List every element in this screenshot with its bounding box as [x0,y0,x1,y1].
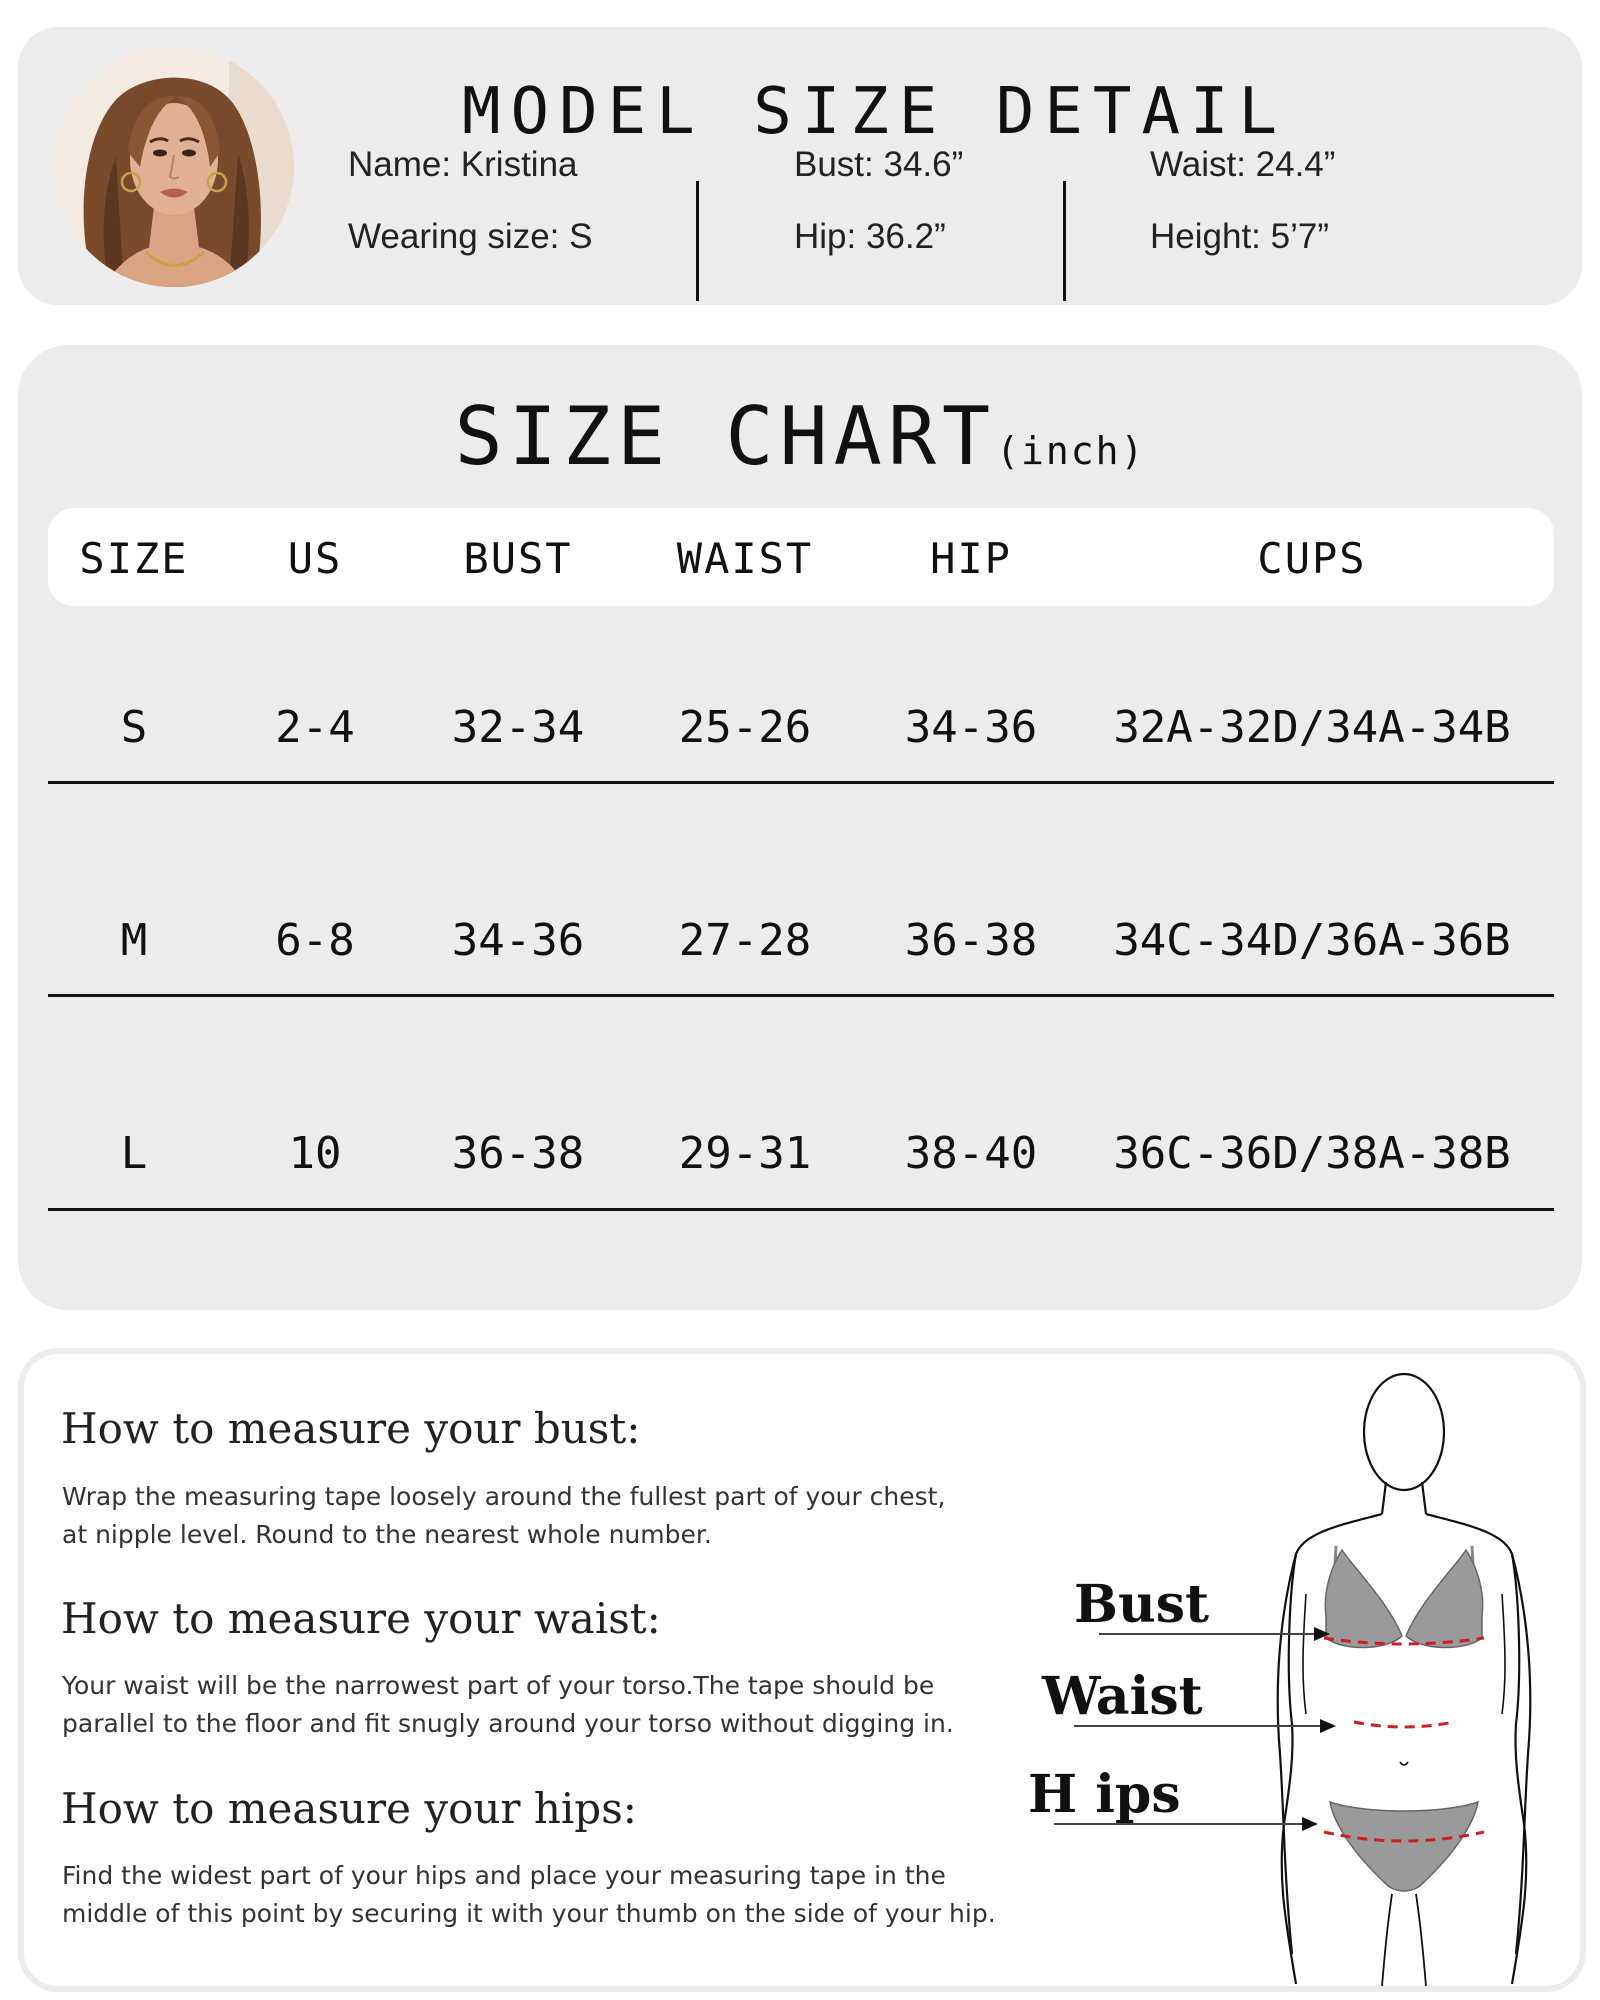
bust-instructions-line: at nipple level. Round to the nearest whole number. [62,1520,712,1549]
table-cell-cups: 34C-34D/36A-36B [1113,915,1511,966]
waist-instructions-line: parallel to the floor and fit snugly around your torso without digging in. [62,1709,954,1738]
table-cell-bust: 34-36 [451,915,585,966]
row-divider [48,1208,1554,1211]
table-cell-cups: 36C-36D/38A-38B [1113,1128,1511,1179]
column-header-bust: BUST [463,534,573,583]
size-chart-panel [18,345,1582,1310]
model-avatar [54,47,294,287]
column-header-hip: HIP [930,534,1012,583]
measure-guide-panel [18,1348,1586,1992]
row-divider [48,781,1554,784]
size-chart-title [18,390,1582,483]
table-cell-waist: 29-31 [678,1128,812,1179]
table-cell-waist: 27-28 [678,915,812,966]
model-portrait-image [54,47,294,287]
row-divider [48,994,1554,997]
model-size-panel [18,27,1582,305]
bust-heading: How to measure your bust: [61,1404,641,1453]
hips-instructions [62,1857,1022,1933]
column-header-size: SIZE [79,534,189,583]
table-cell-us: 10 [288,1128,342,1179]
waist-label: Waist [1042,1666,1203,1727]
body-measurement-figure [984,1354,1584,1986]
model-bust: Bust: 34.6” [794,145,964,184]
hips-instructions-line: middle of this point by securing it with your thumb on the side of your hip. [62,1899,996,1928]
waist-heading: How to measure your waist: [61,1594,661,1643]
table-cell-us: 2-4 [275,702,355,753]
bust-instructions [62,1478,1022,1554]
divider [1063,181,1066,301]
column-header-cups: CUPS [1257,534,1367,583]
bust-instructions-line: Wrap the measuring tape loosely around the fullest part of your chest, [62,1482,946,1511]
table-cell-bust: 32-34 [451,702,585,753]
model-wearing-size: Wearing size: S [348,217,593,256]
table-cell-cups: 32A-32D/34A-34B [1113,702,1511,753]
column-header-waist: WAIST [676,534,814,583]
model-size-title: MODEL SIZE DETAIL [462,75,1288,149]
column-header-us: US [287,534,343,583]
hips-heading: How to measure your hips: [61,1784,637,1833]
table-cell-size: L [120,1128,148,1179]
table-cell-size: M [120,915,148,966]
model-height: Height: 5’7” [1150,217,1329,256]
hips-label: H ips [1028,1764,1181,1825]
size-chart-title-text: SIZE CHART [454,390,997,483]
model-waist: Waist: 24.4” [1150,145,1336,184]
table-cell-us: 6-8 [275,915,355,966]
table-cell-waist: 25-26 [678,702,812,753]
table-cell-hip: 34-36 [904,702,1038,753]
table-cell-hip: 36-38 [904,915,1038,966]
model-name: Name: Kristina [348,145,578,184]
table-cell-bust: 36-38 [451,1128,585,1179]
bust-label: Bust [1074,1574,1210,1635]
table-cell-hip: 38-40 [904,1128,1038,1179]
divider [696,181,699,301]
waist-instructions-line: Your waist will be the narrowest part of your torso.The tape should be [62,1671,935,1700]
size-chart-unit: (inch) [996,429,1146,473]
model-hip: Hip: 36.2” [794,217,946,256]
size-chart-header [48,508,1554,606]
table-cell-size: S [120,702,148,753]
hips-instructions-line: Find the widest part of your hips and place your measuring tape in the [62,1861,946,1890]
waist-instructions [62,1667,1022,1743]
